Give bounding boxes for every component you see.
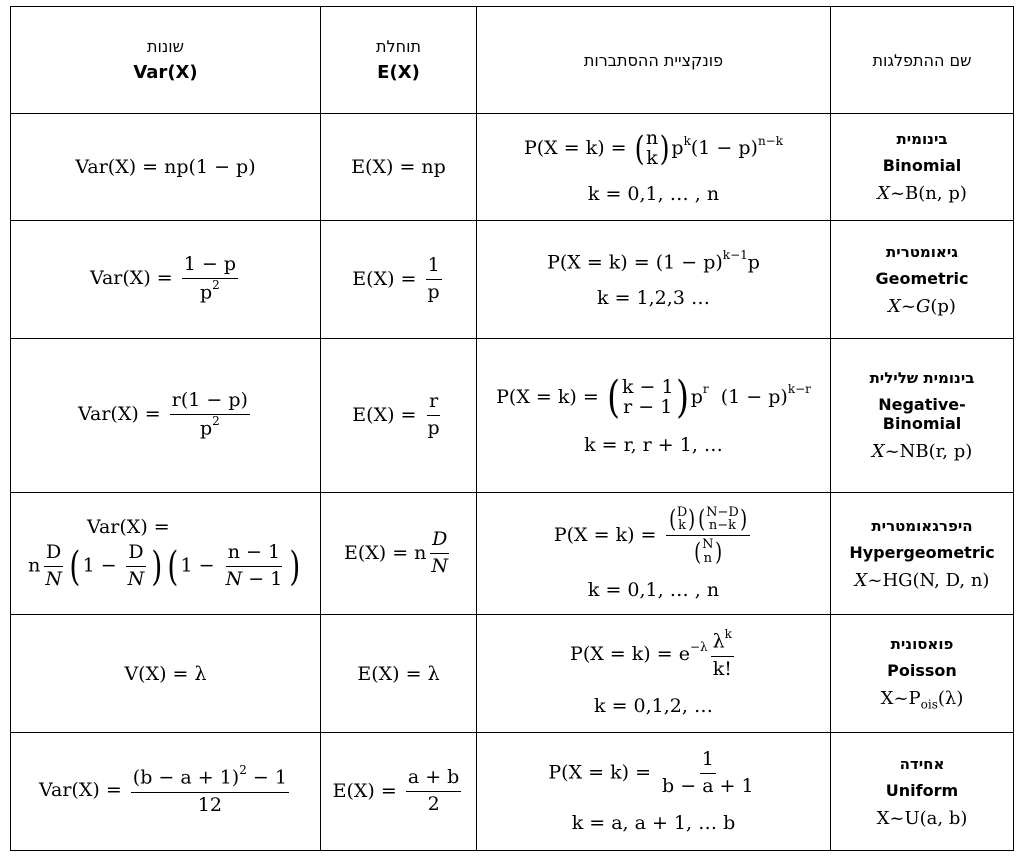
name-header-he: שם ההתפלגות bbox=[872, 50, 972, 70]
variance-cell bbox=[11, 493, 321, 615]
variance-cell bbox=[11, 339, 321, 493]
variance-formula: Var(X) = $\frac{(b - a + 1)^2 - 1}{12}$ bbox=[39, 763, 287, 816]
pmf-formula: P(X = k) = $\frac{1}{b - a + 1}$ bbox=[548, 748, 754, 797]
variance-cell bbox=[11, 733, 321, 851]
expectation-cell bbox=[321, 221, 477, 339]
distribution-name-en: Binomial bbox=[882, 156, 962, 175]
distribution-name-cell bbox=[831, 493, 1014, 615]
variance-formula: Var(X) = $\frac{1 - p}{p^2}$ bbox=[90, 253, 236, 304]
distribution-name-he: גיאומטרית bbox=[886, 242, 958, 261]
pmf-header-he: פונקציית ההסתברות bbox=[583, 50, 724, 70]
distribution-name-he: פואסונית bbox=[890, 635, 954, 654]
pmf-cell bbox=[477, 493, 831, 615]
variance-formula: Var(X) = n $\frac{D}{N}$ ( 1 − $\frac{D}{N}$ ) ( 1 − $\frac{n - 1}{N - 1}$ ) bbox=[28, 516, 301, 590]
distributions-table bbox=[10, 6, 1014, 851]
distribution-name-cell bbox=[831, 114, 1014, 221]
header-row bbox=[11, 7, 1014, 114]
expectation-cell bbox=[321, 339, 477, 493]
table-row bbox=[11, 615, 1014, 733]
expectation-cell bbox=[321, 615, 477, 733]
distribution-notation: X~G(p) bbox=[888, 295, 956, 317]
variance-formula: Var(X) = $\frac{r(1 - p)}{p^2}$ bbox=[78, 389, 248, 440]
distribution-name-cell bbox=[831, 733, 1014, 851]
pmf-header bbox=[477, 7, 831, 114]
expectation-formula: E(X) = $\frac{r}{p}$ bbox=[352, 390, 440, 439]
expectation-header-he: תוחלת bbox=[376, 37, 421, 56]
distribution-notation: X~HG(N, D, n) bbox=[854, 569, 990, 591]
variance-cell bbox=[11, 221, 321, 339]
pmf-support: k = r, r + 1, … bbox=[584, 433, 723, 456]
expectation-header bbox=[321, 7, 477, 114]
pmf-support: k = 1,2,3 … bbox=[597, 287, 710, 310]
distribution-notation: X~NB(r, p) bbox=[871, 441, 973, 462]
distribution-notation: X~B(n, p) bbox=[877, 183, 967, 204]
variance-cell bbox=[11, 615, 321, 733]
pmf-support: k = 0,1,2, … bbox=[594, 694, 713, 717]
distribution-name-en: Geometric bbox=[875, 268, 969, 288]
expectation-formula: E(X) = $\frac{a + b}{2}$ bbox=[332, 766, 460, 815]
variance-header-he: שונות bbox=[147, 37, 184, 56]
distribution-name-en: Uniform bbox=[885, 780, 959, 800]
pmf-formula: P(X = k) = ( k − 1 r − 1 ) $p^r$ $(1 - p)^{k-r}$ bbox=[496, 371, 811, 423]
variance-header bbox=[11, 7, 321, 114]
pmf-formula: P(X = k) = ( n k ) $p^k(1 - p)^{n-k}$ bbox=[523, 127, 784, 169]
variance-cell bbox=[11, 114, 321, 221]
variance-formula: V(X) = λ bbox=[124, 662, 207, 685]
pmf-support: k = 0,1, … , n bbox=[587, 182, 720, 205]
distribution-name-cell bbox=[831, 339, 1014, 493]
expectation-formula: E(X) = λ bbox=[357, 662, 440, 685]
expectation-header-symbol: E(X) bbox=[377, 62, 420, 83]
name-header bbox=[831, 7, 1014, 114]
table-row bbox=[11, 339, 1014, 493]
variance-formula: Var(X) = np(1 − p) bbox=[75, 156, 256, 178]
pmf-cell bbox=[477, 221, 831, 339]
distribution-name-he: אחידה bbox=[899, 754, 945, 773]
distribution-name-he: היפרגאומטרית bbox=[871, 516, 973, 535]
distribution-name-en: Negative- Binomial bbox=[878, 395, 966, 433]
pmf-support: k = 0,1, … , n bbox=[587, 579, 720, 602]
distribution-name-he: בינומית שלילית bbox=[869, 369, 975, 387]
pmf-formula: $P(X = k) = e^{-\lambda}$ $\frac{\lambda^k}{k!}$ bbox=[570, 627, 732, 680]
expectation-formula: E(X) = n $\frac{D}{N}$ bbox=[343, 528, 449, 577]
distribution-name-he: בינומית bbox=[896, 130, 948, 148]
distribution-name-cell bbox=[831, 615, 1014, 733]
table-row bbox=[11, 733, 1014, 851]
pmf-cell bbox=[477, 733, 831, 851]
expectation-cell bbox=[321, 114, 477, 221]
variance-header-symbol: Var(X) bbox=[133, 62, 198, 83]
distribution-notation: X~U(a, b) bbox=[876, 807, 968, 829]
distribution-name-en: Poisson bbox=[887, 661, 957, 681]
distribution-name-cell bbox=[831, 221, 1014, 339]
expectation-cell bbox=[321, 733, 477, 851]
distribution-name-en: Hypergeometric bbox=[849, 542, 995, 562]
pmf-formula: P(X = k) = ( D k ) ( N−D n−k ) ( N n ) bbox=[481, 506, 826, 566]
pmf-support: k = a, a + 1, … b bbox=[571, 811, 736, 834]
pmf-cell bbox=[477, 114, 831, 221]
table-row bbox=[11, 114, 1014, 221]
table-row bbox=[11, 493, 1014, 615]
pmf-formula: $P(X = k) = (1 - p)^{k-1}p$ bbox=[547, 247, 760, 274]
pmf-cell bbox=[477, 615, 831, 733]
expectation-formula: E(X) = $\frac{1}{p}$ bbox=[352, 254, 440, 303]
expectation-formula: E(X) = np bbox=[351, 156, 446, 178]
table-row bbox=[11, 221, 1014, 339]
distribution-notation: $X\sim P_{ois}(\lambda)$ bbox=[880, 688, 964, 712]
pmf-cell bbox=[477, 339, 831, 493]
expectation-cell bbox=[321, 493, 477, 615]
